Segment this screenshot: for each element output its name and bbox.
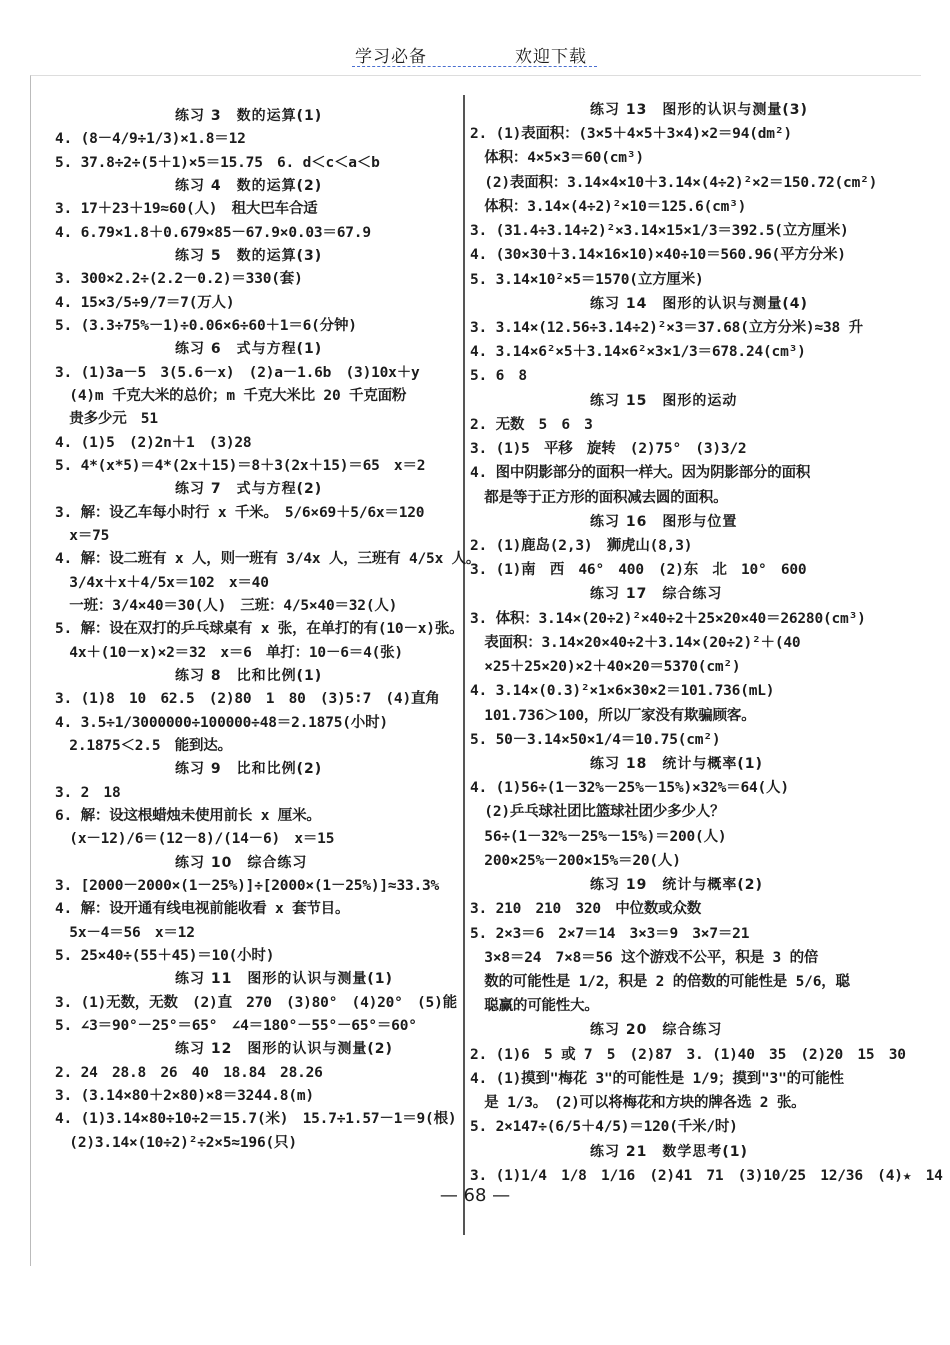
answer-line: 3. 210 210 320 中位数或众数 [470, 901, 702, 918]
answer-line: 3. (1)8 10 62.5 (2)80 1 80 (3)5∶7 (4)直角 [55, 691, 440, 708]
section-title: 练习 18 统计与概率(1) [590, 756, 763, 772]
answer-line: 2. 24 28.8 26 40 18.84 28.26 [55, 1064, 323, 1081]
answer-line: (4)m 千克大米的总价；m 千克大米比 20 千克面粉 [55, 388, 407, 404]
section-title: 练习 10 综合练习 [175, 854, 308, 871]
section-title: 练习 7 式与方程(2) [175, 481, 323, 498]
answer-line: 3. (1)3a－5 3(5.6－x) (2)a－1.6b (3)10x＋y [55, 364, 420, 381]
answer-line: 一班：3/4×40＝30(人) 三班：4/5×40＝32(人) [55, 598, 398, 614]
answer-line: 4. (1)摸到"梅花 3"的可能性是 1/9；摸到"3"的可能性 [470, 1070, 844, 1087]
column-divider [463, 95, 465, 1235]
answer-line: 3. 解：设乙车每小时行 x 千米。 5/6×69＋5/6x＝120 [55, 504, 425, 521]
section-title: 练习 16 图形与位置 [590, 513, 738, 530]
answer-line: 4. 解：设开通有线电视前能收看 x 套节目。 [55, 901, 350, 918]
answer-line: 4. 3.14×(0.3)²×1×6×30×2＝101.736(mL) [470, 683, 775, 700]
answer-line: 4. 解：设二班有 x 人，则一班有 3/4x 人，三班有 4/5x 人。 [55, 551, 481, 568]
answer-line: 5. 37.8÷2÷(5＋1)×5＝15.75 6. d＜c＜a＜b [55, 154, 380, 171]
page-header [0, 38, 950, 72]
answer-line: 4. 3.14×6²×5＋3.14×6²×3×1/3＝678.24(cm³) [470, 344, 806, 361]
answer-line: 表面积：3.14×20×40÷2＋3.14×(20÷2)²＋(40 [470, 634, 801, 651]
answer-line: 4. 15×3/5÷9/7＝7(万人) [55, 294, 235, 311]
answer-line: 2.1875＜2.5 能到达。 [55, 738, 232, 754]
answer-line: 3. (1)无数，无数 (2)直 270 (3)80° (4)20° (5)能 [55, 994, 457, 1011]
section-title: 练习 8 比和比例(1) [175, 668, 323, 684]
answer-line: 体积：4×5×3＝60(cm³) [470, 150, 644, 167]
answer-line: 2. 无数 5 6 3 [470, 416, 593, 433]
answer-line: 3. (1)南 西 46° 400 (2)东 北 10° 600 [470, 562, 807, 579]
section-title: 练习 11 图形的认识与测量(1) [175, 971, 393, 988]
answer-line: 4. (1)56÷(1－32%－25%－15%)×32%＝64(人) [470, 780, 789, 797]
answer-line: 3. [2000－2000×(1－25%)]÷[2000×(1－25%)]≈33.3% [55, 878, 440, 894]
answer-line: (2)3.14×(10÷2)²÷2×5≈196(只) [55, 1134, 297, 1151]
answer-line: 2. (1)鹿岛(2,3) 狮虎山(8,3) [470, 538, 693, 554]
answer-line: 3/4x＋x＋4/5x＝102 x＝40 [55, 574, 269, 591]
answer-line: 3. (1)1/4 1/8 1/16 (2)41 71 (3)10/25 12/36 (4)★ 14 [470, 1167, 943, 1184]
answer-line: 5. 4*(x*5)＝4*(2x＋15)＝8＋3(2x＋15)＝65 x＝2 [55, 458, 426, 474]
answer-line: 200×25%－200×15%＝20(人) [470, 852, 681, 869]
section-title: 练习 15 图形的运动 [590, 392, 738, 409]
answer-line: 3. 300×2.2÷(2.2－0.2)＝330(套) [55, 271, 303, 288]
answer-line: 6. 解：设这根蜡烛未使用前长 x 厘米。 [55, 808, 321, 824]
answer-line: (2)乒乓球社团比篮球社团少多少人？ [470, 804, 725, 821]
answer-line: 4x＋(10－x)×2＝32 x＝6 单打：10－6＝4(张) [55, 644, 403, 661]
answer-line: 4. (1)3.14×80÷10÷2＝15.7(米) 15.7÷1.57－1＝9(根) [55, 1111, 457, 1128]
answer-line: 都是等于正方形的面积减去圆的面积。 [470, 489, 728, 506]
answer-line: 贵多少元 51 [55, 411, 158, 428]
answer-line: 数的可能性是 1/2，积是 2 的倍数的可能性是 5/6，聪 [470, 974, 850, 990]
page-number: — 68 — [439, 1185, 511, 1206]
section-title: 练习 17 综合练习 [590, 586, 723, 603]
answer-line: 5. 3.14×10²×5＝1570(立方厘米) [470, 271, 704, 288]
header-right-text: 欢迎下载 [515, 47, 587, 67]
answer-line: 56÷(1－32%－25%－15%)＝200(人) [470, 828, 727, 845]
answer-line: 是 1/3。 (2)可以将梅花和方块的牌各选 2 张。 [470, 1095, 806, 1112]
answer-line: 5. 2×3＝6 2×7＝14 3×3＝9 3×7＝21 [470, 925, 750, 942]
answer-line: 3. (31.4÷3.14÷2)²×3.14×15×1/3＝392.5(立方厘米) [470, 223, 849, 240]
answer-line: 4. (8－4/9÷1/3)×1.8＝12 [55, 131, 246, 148]
answer-line: 5. 解：设在双打的乒乓球桌有 x 张，在单打的有(10－x)张。 [55, 621, 464, 638]
answer-line: 5x－4＝56 x＝12 [55, 924, 195, 941]
section-title: 练习 14 图形的认识与测量(4) [590, 295, 808, 312]
section-title: 练习 4 数的运算(2) [175, 178, 323, 194]
answer-line: 4. (1)5 (2)2n＋1 (3)28 [55, 434, 252, 451]
answer-line: 4. 6.79×1.8＋0.679×85－67.9×0.03＝67.9 [55, 224, 371, 241]
answer-line: 4. 图中阴影部分的面积一样大。因为阴影部分的面积 [470, 465, 811, 482]
answer-line: 聪赢的可能性大。 [470, 998, 599, 1015]
answer-line: 5. 6 8 [470, 368, 527, 385]
answer-line: 5. ∠3＝90°－25°＝65° ∠4＝180°－55°－65°＝60° [55, 1018, 417, 1034]
section-title: 练习 6 式与方程(1) [175, 341, 323, 358]
section-title: 练习 13 图形的认识与测量(3) [590, 102, 808, 118]
section-title: 练习 19 统计与概率(2) [590, 877, 763, 894]
answer-line: 2. (1)表面积：(3×5＋4×5＋3×4)×2＝94(dm²) [470, 126, 792, 143]
section-title: 练习 21 数学思考(1) [590, 1143, 748, 1160]
answer-line: 3. (1)5 平移 旋转 (2)75° (3)3/2 [470, 441, 747, 458]
section-title: 练习 9 比和比例(2) [175, 761, 323, 778]
section-title: 练习 5 数的运算(3) [175, 248, 323, 264]
answer-line: 2. (1)6 5 或 7 5 (2)87 3. (1)40 35 (2)20 15 30 [470, 1046, 906, 1063]
answer-line: 4. 3.5÷1/3000000÷100000÷48＝2.1875(小时) [55, 714, 388, 731]
section-title: 练习 20 综合练习 [590, 1022, 723, 1039]
answer-line: 3. 2 18 [55, 784, 121, 801]
answer-line: 3. 体积：3.14×(20÷2)²×40÷2＋25×20×40＝26280(cm³) [470, 610, 866, 627]
answer-line: 3. 3.14×(12.56÷3.14÷2)²×3＝37.68(立方分米)≈38 升 [470, 320, 863, 336]
answer-line: 101.736＞100，所以厂家没有欺骗顾客。 [470, 707, 756, 724]
answer-line: 5. 50－3.14×50×1/4＝10.75(cm²) [470, 731, 721, 748]
section-title: 练习 12 图形的认识与测量(2) [175, 1041, 393, 1058]
header-rule [352, 66, 597, 67]
section-title: 练习 3 数的运算(1) [175, 108, 323, 124]
answer-line: (2)表面积：3.14×4×10＋3.14×(4÷2)²×2＝150.72(cm²) [470, 174, 878, 191]
answer-line: 5. 2×147÷(6/5＋4/5)＝120(千米/时) [470, 1119, 738, 1136]
header-left-text: 学习必备 [355, 47, 427, 67]
answer-line: ×25＋25×20)×2＋40×20＝5370(cm²) [470, 659, 741, 676]
answer-line: 3. 17＋23＋19≈60(人) 租大巴车合适 [55, 201, 318, 218]
answer-line: 5. (3.3÷75%－1)÷0.06×6÷60＋1＝6(分钟) [55, 318, 357, 334]
answer-line: 4. (30×30＋3.14×16×10)×40÷10＝560.96(平方分米) [470, 247, 846, 264]
answer-line: 体积：3.14×(4÷2)²×10＝125.6(cm³) [470, 198, 747, 215]
answer-line: x＝75 [55, 528, 110, 544]
answer-line: 3×8＝24 7×8＝56 这个游戏不公平，积是 3 的倍 [470, 949, 819, 966]
answer-line: 5. 25×40÷(55＋45)＝10(小时) [55, 948, 275, 964]
answer-line: (x－12)/6＝(12－8)/(14－6) x＝15 [55, 831, 335, 848]
answer-line: 3. (3.14×80＋2×80)×8＝3244.8(m) [55, 1088, 314, 1104]
